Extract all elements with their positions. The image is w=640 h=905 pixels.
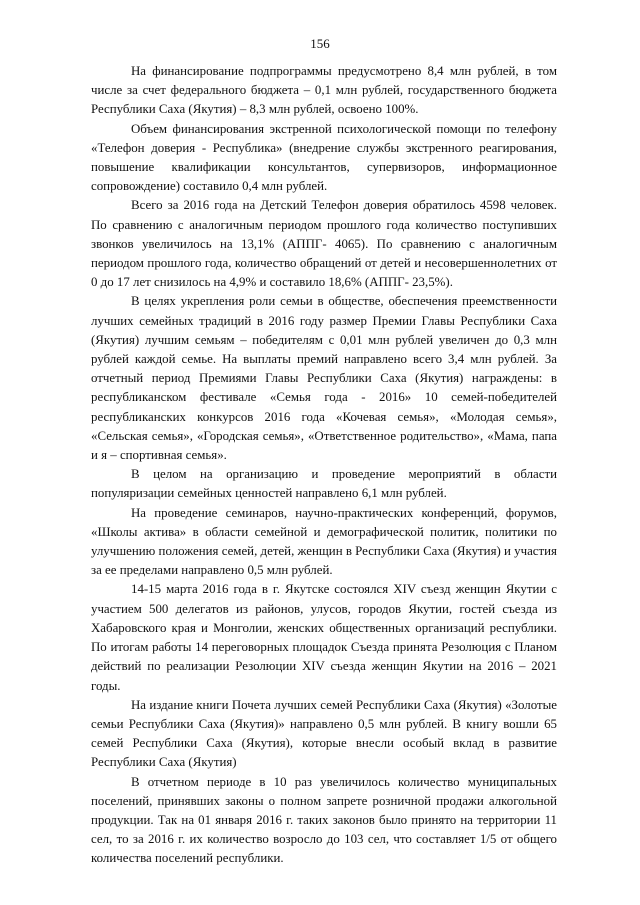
paragraph-family-awards: В целях укрепления роли семьи в обществе, обеспечения преемственности лучших семейных традиций в 2016 году размер Премии Главы Республики Саха (Якутия) лучшим семьям – победителям с 0,01 млн рублей увеличен до 0,3 млн рублей каждой семье. На выплаты премий направлено всего 3,4 млн рублей. За отчетный период Премиями Главы Республики Саха (Якутия) награждены: в республиканском фестивале «Семья года - 2016» 10 семей-победителей республиканских конкурсов 2016 года «Кочевая семья», «Молодая семья», «Сельская семья», «Городская семья», «Ответственное родительство», «Мама, папа и я – спортивная семья». bbox=[91, 294, 557, 463]
paragraph-subprogram-funding: На финансирование подпрограммы предусмотрено 8,4 млн рублей, в том числе за счет федерального бюджета – 0,1 млн рублей, государственного бюджета Республики Саха (Якутия) – 8,3 млн рублей, освоено 100%. bbox=[91, 64, 557, 117]
paragraph-family-values-events: В целом на организацию и проведение мероприятий в области популяризации семейных ценностей направлено 6,1 млн рублей. bbox=[91, 467, 557, 501]
document-body bbox=[91, 62, 557, 869]
paragraph-seminars-forums: На проведение семинаров, научно-практических конференций, форумов, «Школы актива» в области семейной и демографической политик, политики по улучшению положения семей, детей, женщин в Республики Саха (Якутия) и участия за ее пределами направлено 0,5 млн рублей. bbox=[91, 505, 557, 578]
paragraph-alcohol-ban: В отчетном периоде в 10 раз увеличилось количество муниципальных поселений, принявших законы о полном запрете розничной продажи алкогольной продукции. Так на 01 января 2016 г. таких законов было принято на территории 11 сел, то за 2016 г. их количество возросло до 103 сел, что составляет 1/5 от общего количества поселений республики. bbox=[91, 774, 557, 866]
paragraph-womens-congress: 14-15 марта 2016 года в г. Якутске состоялся XIV съезд женщин Якутии с участием 500 делегатов из районов, улусов, городов Якутии, гостей съезда из Хабаровского края и Монголии, женских общественных организаций республики. По итогам работы 14 переговорных площадок Съезда принята Резолюция с Планом действий по реализации Резолюции XIV съезда женщин Якутии на 2016 – 2021 годы. bbox=[91, 582, 557, 693]
paragraph-helpline-calls: Всего за 2016 года на Детский Телефон доверия обратилось 4598 человек. По сравнению с аналогичным периодом прошлого года количество поступивших звонков увеличилось на 13,1% (АППГ- 4065). По сравнению с аналогичным периодом прошлого года, количество обращений от детей и несовершеннолетних от 0 до 17 лет снизилось на 4,9% и составило 18,6% (АППГ- 23,5%). bbox=[91, 198, 557, 290]
paragraph-honor-book: На издание книги Почета лучших семей Республики Саха (Якутия) «Золотые семьи Республики Саха (Якутия)» направлено 0,5 млн рублей. В книгу вошли 65 семей Республики Саха (Якутия), которые внесли особый вклад в развитие Республики Саха (Якутия) bbox=[91, 697, 557, 770]
page-number: 156 bbox=[310, 36, 330, 51]
paragraph-helpline-funding: Объем финансирования экстренной психологической помощи по телефону «Телефон доверия - Республика» (внедрение службы экстренного реагирования, повышение квалификации консультантов, супервизоров, информационное сопровождение) составило 0,4 млн рублей. bbox=[91, 121, 557, 194]
